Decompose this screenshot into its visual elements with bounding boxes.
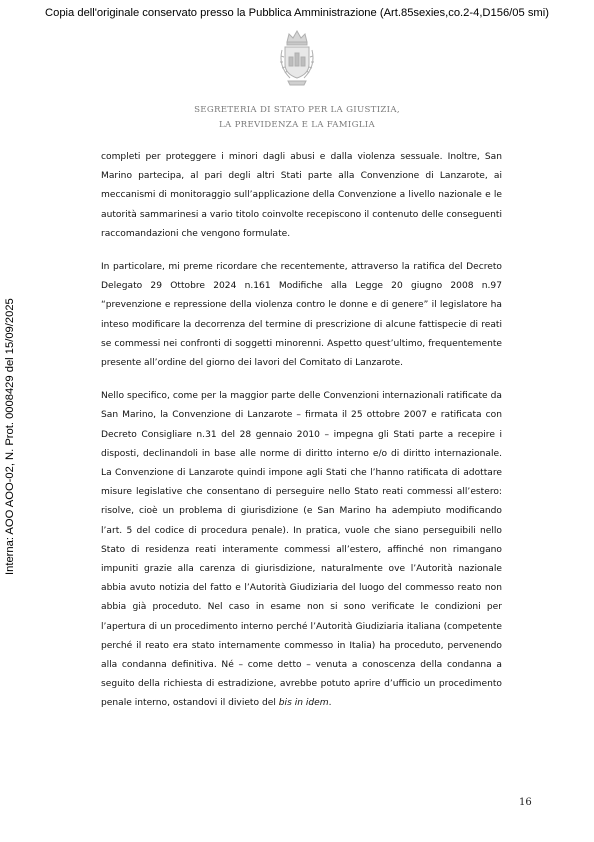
paragraph-end: . <box>328 698 332 709</box>
document-body <box>101 148 502 728</box>
archive-notice: Copia dell'originale conservato presso la Pubblica Amministrazione (Art.85sexies,co.2-4,D156/05 smi) <box>45 7 549 19</box>
protocol-stamp: Interna: AOO AOO-02, N. Prot. 0008429 del 15/09/2025 <box>4 298 16 575</box>
paragraph <box>101 387 502 713</box>
institution-header <box>0 103 594 133</box>
paragraph-text: Nello specifico, come per la maggior parte delle Convenzioni internazionali ratificate da San Marino, la Convenzione di Lanzarote – firmata il 25 ottobre 2007 e ratificata con Decreto Consigliare n.31 del 28 gennaio 2010 – impegna gli Stati parte a recepire i disposti, declinandoli in base alle norme di diritto interno e/o di diritto internazionale. La Convenzione di Lanzarote quindi impone agli Stati che l’hanno ratificata di adottare misure legislative che consentano di perseguire nello Stato reati commessi all’estero: risolve, cioè un problema di giurisdizione (e San Marino ha adempiuto modificando l’art. 5 del codice di procedura penale). In pratica, vuole che siano perseguibili nello Stato di residenza reati interamente commessi all’estero, affinché non rimangano impuniti grazie alla carenza di giurisdizione, naturalmente ove l’Autorità nazionale abbia avuto notizia del fatto e l’Autorità Giudiziaria del luogo del commesso reato non abbia già proceduto. Nel caso in esame non si sono verificate le condizioni per l’apertura di un procedimento interno perché l’Autorità Giudiziaria italiana (competente perché il reato era stato internamente commesso in Italia) ha proceduto, pervenendo alla condanna definitiva. Né – come detto – venuta a conoscenza della condanna a seguito della richiesta di estradizione, avrebbe potuto aprire d’ufficio un procedimento penale interno, ostandovi il divieto del <box>101 391 502 709</box>
latin-phrase: bis in idem <box>278 698 329 709</box>
paragraph: completi per proteggere i minori dagli abusi e dalla violenza sessuale. Inoltre, San Marino partecipa, al pari degli altri Stati parte alla Convenzione di Lanzarote, ai meccanismi di monitoraggio sull’applicazione della Convenzione a livello nazionale e le autorità sammarinesi a vario titolo coinvolte recepiscono il contenuto delle conseguenti raccomandazioni che vengono formulate. <box>101 152 502 239</box>
header-line-1: SEGRETERIA DI STATO PER LA GIUSTIZIA, <box>194 105 400 115</box>
paragraph: In particolare, mi preme ricordare che recentemente, attraverso la ratifica del Decreto Delegato 29 Ottobre 2024 n.161 Modifiche alla Legge 20 giugno 2008 n.97 “prevenzione e repressione della violenza contro le donne e di genere” il legislatore ha inteso modificare la decorrenza del termine di prescrizione di alcune fattispecie di reati se commessi nei confronti di soggetti minorenni. Aspetto quest’ultimo, frequentemente presente all’ordine del giorno dei lavori del Comitato di Lanzarote. <box>101 262 502 369</box>
page-number: 16 <box>519 797 532 808</box>
header-line-2: LA PREVIDENZA E LA FAMIGLIA <box>219 120 375 130</box>
coat-of-arms-icon <box>276 28 318 90</box>
